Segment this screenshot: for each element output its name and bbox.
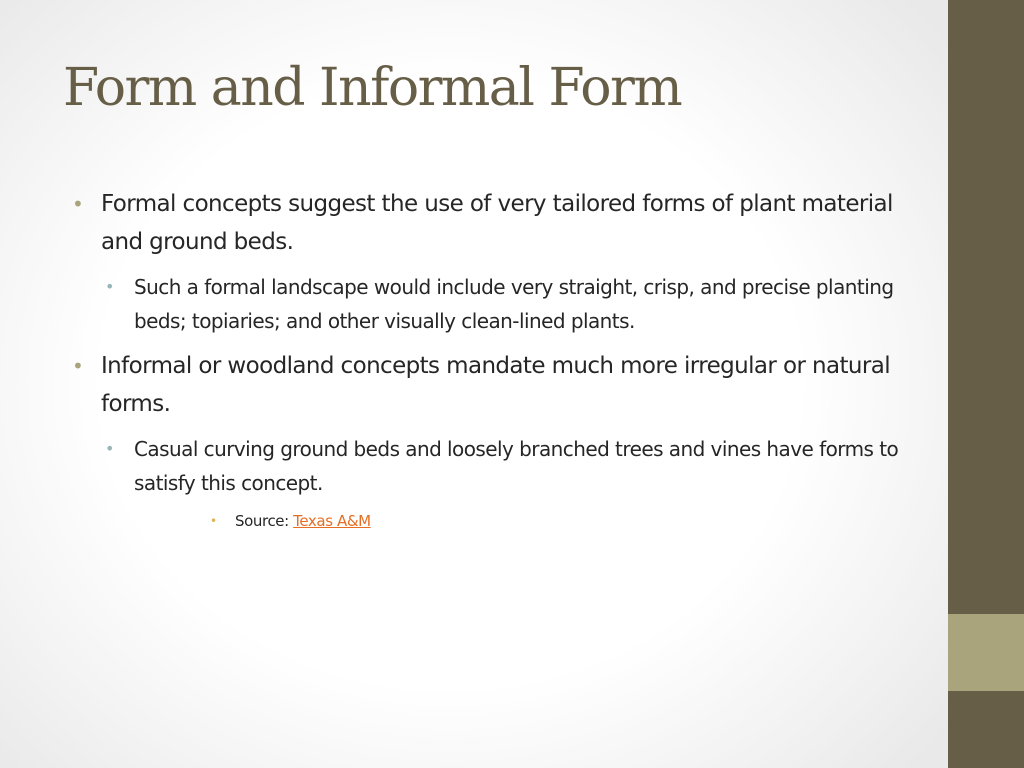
- bullet-informal-concepts: [72, 347, 902, 423]
- bullet-text: Informal or woodland concepts mandate much more irregular or natural forms.: [101, 353, 891, 417]
- source-line: [210, 509, 902, 533]
- sub-bullet-text: Casual curving ground beds and loosely branched trees and vines have forms to satisfy this concept.: [134, 437, 899, 495]
- sub-bullet-formal-landscape: [105, 270, 902, 338]
- sub-bullet-dot-icon: •: [105, 439, 114, 458]
- source-bullet-dot-icon: •: [210, 514, 217, 528]
- sub-bullet-dot-icon: •: [105, 277, 114, 296]
- source-label: Source:: [235, 512, 294, 530]
- bullet-dot-icon: •: [72, 192, 84, 216]
- bullet-dot-icon: •: [72, 354, 84, 378]
- bullet-formal-concepts: [72, 185, 902, 261]
- sub-bullet-casual-curving: [105, 432, 902, 500]
- source-link[interactable]: Texas A&M: [293, 512, 371, 530]
- bullet-text: Formal concepts suggest the use of very tailored forms of plant material and ground beds.: [101, 191, 893, 255]
- slide-title: Form and Informal Form: [63, 58, 682, 118]
- side-bar-accent-block: [948, 614, 1024, 691]
- slide-body: [72, 185, 902, 533]
- sub-bullet-text: Such a formal landscape would include very straight, crisp, and precise planting beds; topiaries; and other visually clean-lined plants.: [134, 275, 894, 333]
